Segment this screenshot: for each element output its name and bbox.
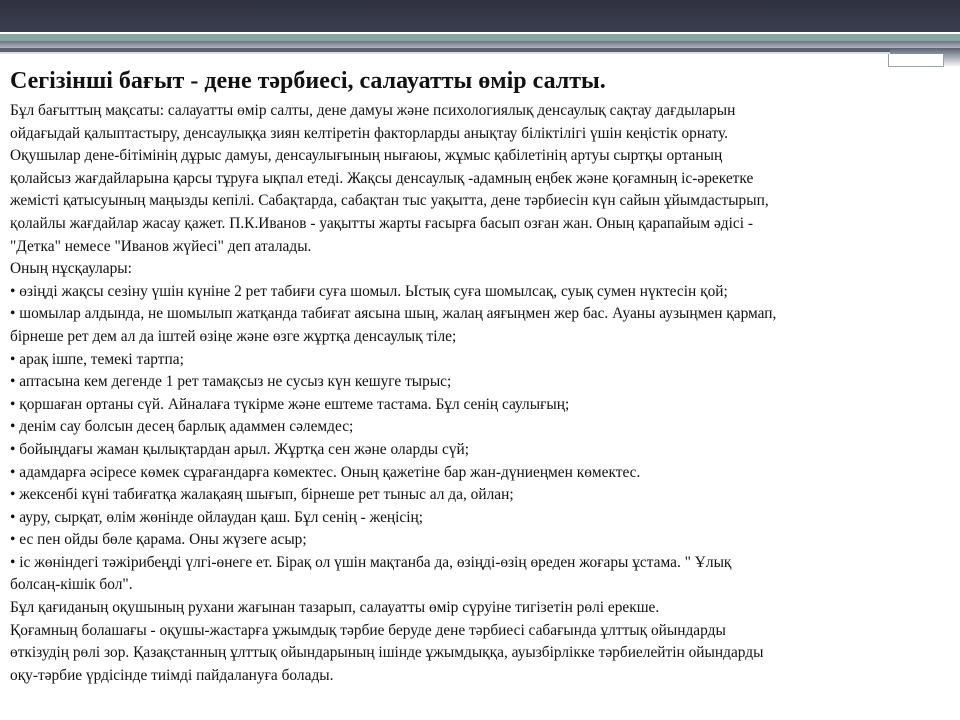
list-item-continuation: болсаң-кішік бол". xyxy=(10,576,133,594)
text-line: ойдағыдай қалыптастыру, денсаулыққа зиян келтіретін факторларды анықтау біліктілігі үшін кеңістік орнату. xyxy=(10,124,729,142)
decorative-stripe xyxy=(0,48,890,52)
list-item: • қоршаған ортаны сүй. Айналаға түкірме және ештеме тастама. Бұл сенің саулығың; xyxy=(10,395,570,413)
list-item: • адамдарға әсіресе көмек сұрағандарға көмектес. Оның қажетіне бар жан-дүниеңмен көмектес. xyxy=(10,463,641,481)
accent-line xyxy=(0,34,960,41)
text-line: қолайлы жағдайлар жасау қажет. П.К.Иванов - уақытты жарты ғасырға басып озған жан. Оның қарапайым әдісі - xyxy=(10,214,753,232)
text-line: Бұл қағиданың оқушының рухани жағынан тазарып, салауатты өмір сүруіне тигізетін рөлі ерекше. xyxy=(10,599,660,617)
list-item: • жексенбі күні табиғатқа жалақаяң шығып, бірнеше рет тыныс ал да, ойлан; xyxy=(10,486,514,504)
text-line: "Детка" немесе "Иванов жүйесі" деп аталады. xyxy=(10,237,312,255)
list-item: • аптасына кем дегенде 1 рет тамақсыз не сусыз күн кешуге тырыс; xyxy=(10,373,452,391)
list-item: • арақ ішпе, темекі тартпа; xyxy=(10,350,184,368)
list-item: • өзіңді жақсы сезіну үшін күніне 2 рет табиғи суға шомыл. Ыстық суға шомылсақ, суық сумен нүктесін қой; xyxy=(10,282,728,300)
list-item: • денім сау болсын десең барлық адаммен сәлемдес; xyxy=(10,418,354,436)
list-item: • бойыңдағы жаман қылықтардан арыл. Жұртқа сен және оларды сүй; xyxy=(10,440,470,458)
list-item: • ес пен ойды бөле қарама. Оны жүзеге асыр; xyxy=(10,531,307,549)
slide-body xyxy=(10,100,950,687)
list-item: • ауру, сырқат, өлім жөнінде ойлаудан қаш. Бұл сенің - жеңісің; xyxy=(10,508,424,526)
list-item: • шомылар алдында, не шомылып жатқанда табиғат аясына шың, жалаң аяғыңмен жер бас. Ауаны аузыңмен қармап, xyxy=(10,305,777,323)
slide-title: Сегізінші бағыт - дене тәрбиесі, салауатты өмір салты. xyxy=(10,68,606,94)
text-line: қолайсыз жағдайларына қарсы тұруға ықпал етеді. Жақсы денсаулық -адамның еңбек және қоғамның іс-әрекетке xyxy=(10,169,754,187)
text-line: Оның нұсқаулары: xyxy=(10,260,132,278)
list-item-continuation: бірнеше рет дем ал да іштей өзіңе және өзге жұртқа денсаулық тіле; xyxy=(10,327,457,345)
list-item: • іс жөніндегі тәжірибеңді үлгі-өнеге ет. Бірақ ол үшін мақтанба да, өзіңді-өзің өреден жоғары ұстама. " Ұлық xyxy=(10,553,732,571)
header-bar xyxy=(0,0,960,32)
text-line: жемісті қатысуының маңызды кепілі. Сабақтарда, сабақтан тыс уақытта, дене тәрбиесін күн сайын ұйымдастырып, xyxy=(10,192,769,210)
text-line: Қоғамның болашағы - оқушы-жастарға ұжымдық тәрбие беруде дене тәрбиесі сабағында ұлттық ойындарды xyxy=(10,621,726,639)
text-line: өткізудің рөлі зор. Қазақстанның ұлттық ойындарының ішінде ұжымдыққа, ауызбірлікке тәрбиелейтін ойындарды xyxy=(10,644,764,662)
text-line: Бұл бағыттың мақсаты: салауатты өмір салты, дене дамуы және психологиялық денсаулық сақтау дағдыларын xyxy=(10,102,736,119)
text-line: оқу-тәрбие үрдісінде тиімді пайдалануға болады. xyxy=(10,666,334,684)
text-line: Оқушылар дене-бітімінің дұрыс дамуы, денсаулығының нығаюы, жұмыс қабілетінің артуы сыртқы ортаның xyxy=(10,147,723,165)
